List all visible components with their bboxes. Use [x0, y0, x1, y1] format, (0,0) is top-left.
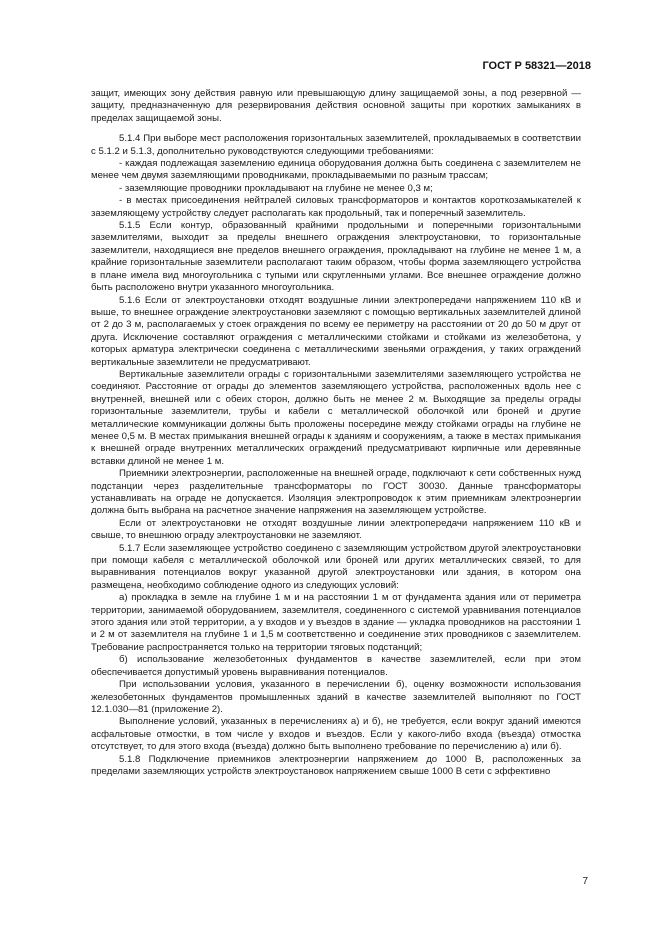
- paragraph: Выполнение условий, указанных в перечислениях а) и б), не требуется, если вокруг зданий имеются асфальтовые отмостки, в том числе у входов и въездов. Если у какого-либо входа (въезда) отмостка отсутствует, то для этого входа (въезда) должно быть выполнено требование по перечислению а) или б).: [91, 716, 581, 753]
- page-number: 7: [582, 876, 588, 887]
- list-item: а) прокладка в земле на глубине 1 м и на расстоянии 1 м от фундамента здания или от периметра территории, занимаемой оборудованием, заземлителя, соединенного с системой уравнивания потенциалов этого здания или этой территории, а у входов и у въездов в здание — укладка проводников на расстоянии 1 и 2 м от заземлителя на глубине 1 и 1,5 м соответственно и соединение этих проводников с заземлителем. Требование распространяется только на территории тяговых подстанций;: [91, 592, 581, 653]
- paragraph: 5.1.5 Если контур, образованный крайними продольными и поперечными горизонтальными заземлителями, выходит за пределы внешнего ограждения электроустановки, то горизонтальные заземлители, находящиеся вне пределов внешнего ограждения, прокладывают на глубине не менее 1 м, а крайние горизонтальные заземлители располагают таким образом, чтобы форма заземляющего устройства в плане имела вид многоугольника с тупыми или скругленными углами. Все внешнее ограждение должно быть расположено внутри указанного многоугольника.: [91, 220, 581, 294]
- body-text: [91, 88, 581, 778]
- paragraph: 5.1.6 Если от электроустановки отходят воздушные линии электропередачи напряжением 110 кВ и выше, то внешнее ограждение электроустановки заземляют с помощью вертикальных заземлителей длиной от 2 до 3 м, располагаемых у стоек ограждения по всему ее периметру на расстоянии от 20 до 50 м друг от друга. Исключение составляют ограждения с металлическими стойками и стойками из железобетона, у которых арматура электрически соединена с металлическими звеньями ограждения, у таких ограждений вертикальные заземлители не предусматривают.: [91, 294, 581, 368]
- list-item: б) использование железобетонных фундаментов в качестве заземлителей, если при этом обеспечивается допустимый уровень выравнивания потенциалов.: [91, 654, 581, 678]
- paragraph: 5.1.7 Если заземляющее устройство соединено с заземляющим устройством другой электроустановки при помощи кабеля с металлической оболочкой или броней или других металлических связей, то для выравнивания потенциалов вокруг указанной другой электроустановки или здания, в котором она размещена, необходимо соблюдение одного из следующих условий:: [91, 542, 581, 591]
- list-item: - заземляющие проводники прокладывают на глубине не менее 0,3 м;: [119, 182, 433, 194]
- paragraph: Вертикальные заземлители ограды с горизонтальными заземлителями заземляющего устройства не соединяют. Расстояние от ограды до элементов заземляющего устройства, расположенных вдоль нее с внутренней, внешней или с обеих сторон, должно быть не менее 2 м. Выходящие за пределы ограды горизонтальные заземлители, трубы и кабели с металлической оболочкой или броней и другие металлические коммуникации должны быть проложены посередине между стойками ограды на глубине не менее 0,5 м. В местах примыкания внешней ограды к зданиям и сооружениям, а также в местах примыкания к внешней ограде внутренних металлических ограждений предусматривают кирпичные или деревянные вставки длиной не менее 1 м.: [91, 368, 581, 467]
- list-item: - в местах присоединения нейтралей силовых трансформаторов и контактов короткозамыкателей к заземляющему устройству следует располагать как продольный, так и поперечный заземлитель.: [91, 195, 581, 219]
- paragraph: 5.1.4 При выборе мест расположения горизонтальных заземлителей, прокладываемых в соответствии с 5.1.2 и 5.1.3, дополнительно руководствуются следующими требованиями:: [91, 133, 581, 157]
- list-item: - каждая подлежащая заземлению единица оборудования должна быть соединена с заземлителем не менее чем двумя заземляющими проводниками, прокладываемыми по разным трассам;: [91, 158, 581, 182]
- paragraph: защит, имеющих зону действия равную или превышающую длину защищаемой зоны, а под резервной — защиту, предназначенную для резервирования действия основной защиты при коротких замыканиях в пределах защищаемой зоны.: [91, 88, 581, 124]
- document-header: ГОСТ Р 58321—2018: [482, 60, 591, 72]
- paragraph: Приемники электроэнергии, расположенные на внешней ограде, подключают к сети собственных нужд подстанции через разделительные трансформаторы по ГОСТ 30030. Данные трансформаторы устанавливать на ограде не допускается. Изоляция электропроводок к этим приемникам электроэнергии должна быть выбрана на расчетное значение напряжения на заземляющем устройстве.: [91, 468, 581, 517]
- paragraph: 5.1.8 Подключение приемников электроэнергии напряжением до 1000 В, расположенных за пределами заземляющих устройств электроустановок напряжением свыше 1000 В сети с эффективно: [91, 753, 581, 777]
- paragraph: Если от электроустановки не отходят воздушные линии электропередачи напряжением 110 кВ и свыше, то внешнюю ограду электроустановки не заземляют.: [91, 517, 581, 542]
- paragraph: При использовании условия, указанного в перечислении б), оценку возможности использования железобетонных фундаментов промышленных зданий в качестве заземлителей выполняют по ГОСТ 12.1.030—81 (приложение 2).: [91, 679, 581, 715]
